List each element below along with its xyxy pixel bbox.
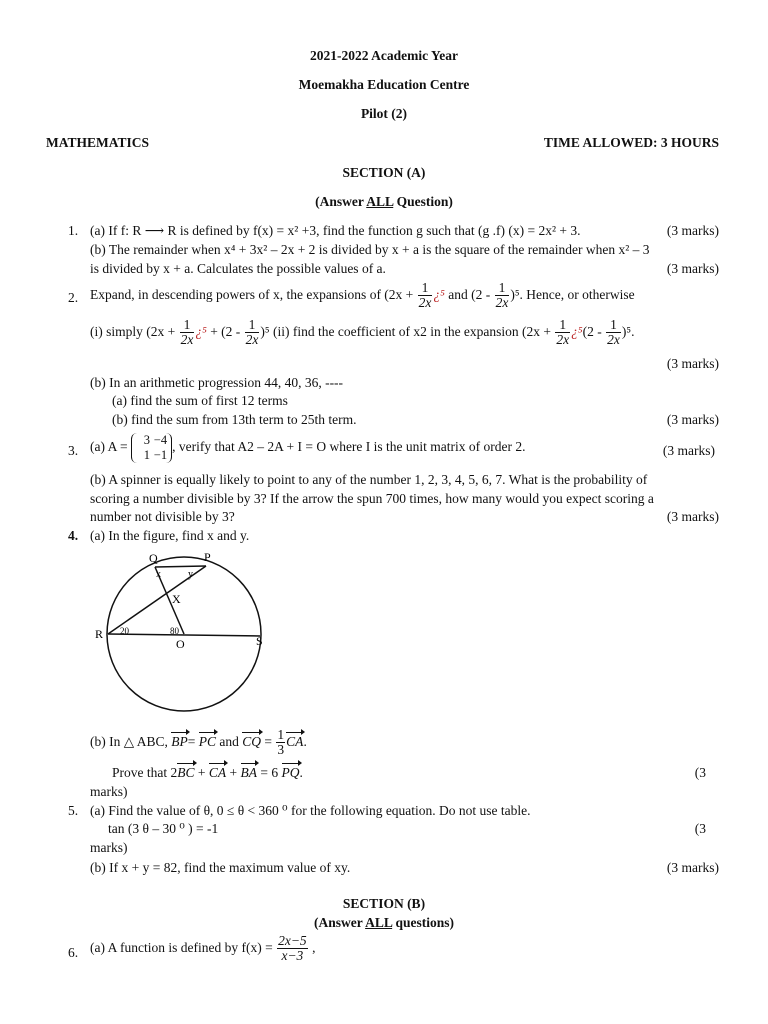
frac-num: 2x−5 — [278, 933, 307, 948]
q4b-pre: (b) In △ ABC, — [90, 733, 168, 749]
q5a-equation: tan (3 θ – 30 ⁰ ) = -1 — [108, 821, 219, 836]
q3a-line — [90, 433, 526, 463]
chord-q-p — [155, 566, 206, 567]
comma: , — [312, 939, 316, 955]
q2-line2-mid3: (2 - — [582, 323, 602, 339]
q4b-line — [90, 728, 307, 757]
section-b-instruction — [0, 915, 768, 931]
plus-sign: + — [197, 765, 206, 780]
matrix-cell: −4 — [153, 433, 168, 447]
q2-line2 — [90, 318, 634, 347]
fraction — [418, 281, 433, 310]
frac-num: 1 — [180, 318, 195, 333]
q4b-marks-b: marks) — [90, 784, 128, 799]
label-y: y — [188, 569, 193, 580]
q5-number: 5. — [68, 803, 79, 818]
prove-pre: Prove that 2 — [112, 765, 178, 780]
fraction — [277, 934, 308, 963]
answer-pre: (Answer — [315, 194, 367, 209]
frac-num: 1 — [418, 281, 433, 296]
q3-number: 3. — [68, 443, 79, 458]
chord-r-s — [108, 634, 260, 636]
q5b-text: (b) If x + y = 82, find the maximum value of xy. — [90, 860, 351, 875]
fraction-one-third — [276, 728, 285, 757]
frac-num: 1 — [606, 318, 621, 333]
eq-sign: = — [187, 733, 196, 749]
frac-den: 2x — [180, 332, 194, 348]
q6-text: (a) A function is defined by f(x) = — [90, 939, 273, 955]
label-r: R — [95, 627, 104, 641]
fraction — [555, 318, 570, 347]
q6-line — [90, 934, 315, 963]
q3b-line3: number not divisible by 3? — [90, 509, 235, 524]
garbled-glyph: ¿⁵ — [195, 323, 207, 339]
fraction — [245, 318, 260, 347]
garbled-glyph: ¿⁵ — [433, 286, 445, 302]
q3a-post: , verify that A2 – 2A + I = O where I is the unit matrix of order 2. — [172, 439, 526, 455]
q5a-marks-b: marks) — [90, 840, 128, 855]
matrix-cell: −1 — [153, 448, 168, 462]
label-20: 20 — [120, 626, 129, 636]
q2-line1-pre: Expand, in descending powers of x, the expansions of (2x + — [90, 286, 414, 302]
label-s: S — [256, 634, 263, 648]
q3a-pre: (a) A = — [90, 439, 128, 455]
period: . — [299, 765, 303, 780]
fraction — [495, 281, 510, 310]
vector-pc: PC — [198, 733, 217, 749]
answer-post: Question) — [393, 194, 453, 209]
q2-line2-pre: (i) simply (2x + — [90, 323, 176, 339]
q2-line1-post: )⁵. Hence, or otherwise — [510, 286, 635, 302]
academic-year: 2021-2022 Academic Year — [310, 48, 458, 63]
frac-num: 1 — [495, 281, 510, 296]
matrix-a — [131, 433, 172, 463]
period: . — [303, 733, 307, 749]
q2b-text: (b) In an arithmetic progression 44, 40, 36, ---- — [90, 375, 344, 390]
plus-sign: + — [229, 765, 238, 780]
q6-number: 6. — [68, 945, 79, 960]
q1b-line2: is divided by x + a. Calculates the possible values of a. — [90, 261, 386, 276]
fraction — [606, 318, 621, 347]
eq-sign: = — [264, 733, 273, 749]
q1-number: 1. — [68, 223, 79, 238]
answer-pre: (Answer — [313, 915, 366, 930]
school-name: Moemakha Education Centre — [298, 77, 470, 92]
q3b-line1: (b) A spinner is equally likely to point to any of the number 1, 2, 3, 4, 5, 6, 7. What is the probability of — [90, 472, 648, 487]
label-q: Q — [149, 551, 158, 565]
q4b-prove — [112, 765, 303, 781]
q2-line2-mid1: + (2 - — [210, 323, 241, 339]
eq-six: = 6 — [260, 765, 279, 780]
garbled-glyph: ¿⁵ — [571, 323, 583, 339]
frac-num: 1 — [555, 318, 570, 333]
q2-number: 2. — [68, 290, 79, 305]
and-word: and — [219, 733, 239, 749]
vector-ba: BA — [240, 765, 258, 780]
frac-den: x−3 — [281, 948, 304, 964]
q4b-marks-a: (3 — [694, 765, 706, 780]
label-o: O — [176, 637, 185, 651]
q2b-marks: (3 marks) — [666, 412, 719, 427]
frac-den: 2x — [556, 332, 570, 348]
circle-figure — [90, 545, 280, 725]
vector-ca: CA — [286, 733, 304, 749]
q5b-marks: (3 marks) — [666, 860, 719, 875]
matrix-cell: 1 — [143, 448, 150, 462]
section-b-title: SECTION (B) — [342, 896, 426, 911]
section-a-title: SECTION (A) — [342, 165, 426, 180]
q3a-marks: (3 marks) — [662, 443, 715, 458]
q5a-text: (a) Find the value of θ, 0 ≤ θ < 360 ⁰ for the following equation. Do not use table. — [90, 803, 531, 818]
q1a-marks: (3 marks) — [666, 223, 719, 238]
frac-num: 1 — [245, 318, 260, 333]
q1b-marks: (3 marks) — [666, 261, 719, 276]
frac-den: 2x — [418, 295, 432, 311]
subject-title: MATHEMATICS — [46, 135, 150, 150]
q2b-a: (a) find the sum of first 12 terms — [112, 393, 288, 408]
q2-marks: (3 marks) — [666, 356, 719, 371]
frac-den: 3 — [277, 742, 285, 758]
q2-line1 — [90, 281, 635, 310]
q2-line2-mid2: )⁵ (ii) find the coefficient of x2 in the expansion (2x + — [260, 323, 552, 339]
label-p: P — [204, 550, 211, 564]
vector-bp: BP — [171, 733, 188, 749]
q3b-marks: (3 marks) — [666, 509, 719, 524]
time-allowed: TIME ALLOWED: 3 HOURS — [543, 135, 719, 150]
q1b-line1: (b) The remainder when x⁴ + 3x² – 2x + 2 is divided by x + a is the square of the remainder when x² – 3 — [90, 242, 650, 257]
q3b-line2: scoring a number divisible by 3? If the arrow the spun 700 times, how many would you expect scoring a — [90, 491, 654, 506]
answer-all: ALL — [366, 194, 394, 209]
label-80: 80 — [170, 626, 179, 636]
label-x-small: x — [156, 569, 161, 580]
vector-ca: CA — [208, 765, 227, 780]
pilot-label: Pilot (2) — [360, 106, 408, 121]
q4-number: 4. — [68, 528, 79, 543]
q2-line2-post: )⁵. — [621, 323, 635, 339]
q4a-text: (a) In the figure, find x and y. — [90, 528, 250, 543]
frac-den: 2x — [495, 295, 509, 311]
vector-pq: PQ — [281, 765, 300, 780]
q2b-b: (b) find the sum from 13th term to 25th term. — [112, 412, 357, 427]
section-a-instruction — [0, 194, 768, 210]
q2-line1-mid: and (2 - — [448, 286, 491, 302]
vector-bc: BC — [177, 765, 195, 780]
q5a-marks-a: (3 — [694, 821, 706, 836]
frac-den: 2x — [245, 332, 259, 348]
frac-den: 2x — [607, 332, 620, 348]
vector-cq: CQ — [242, 733, 262, 749]
answer-post: questions) — [392, 915, 455, 930]
label-x-cap: X — [172, 592, 181, 606]
q1a-text: (a) If f: R ⟶ R is defined by f(x) = x² +3, find the function g such that (g .f) (x) = 2x² + 3. — [90, 223, 581, 238]
matrix-cell: 3 — [143, 433, 150, 447]
fraction — [180, 318, 195, 347]
answer-all: ALL — [365, 915, 393, 930]
frac-num: 1 — [277, 727, 285, 742]
